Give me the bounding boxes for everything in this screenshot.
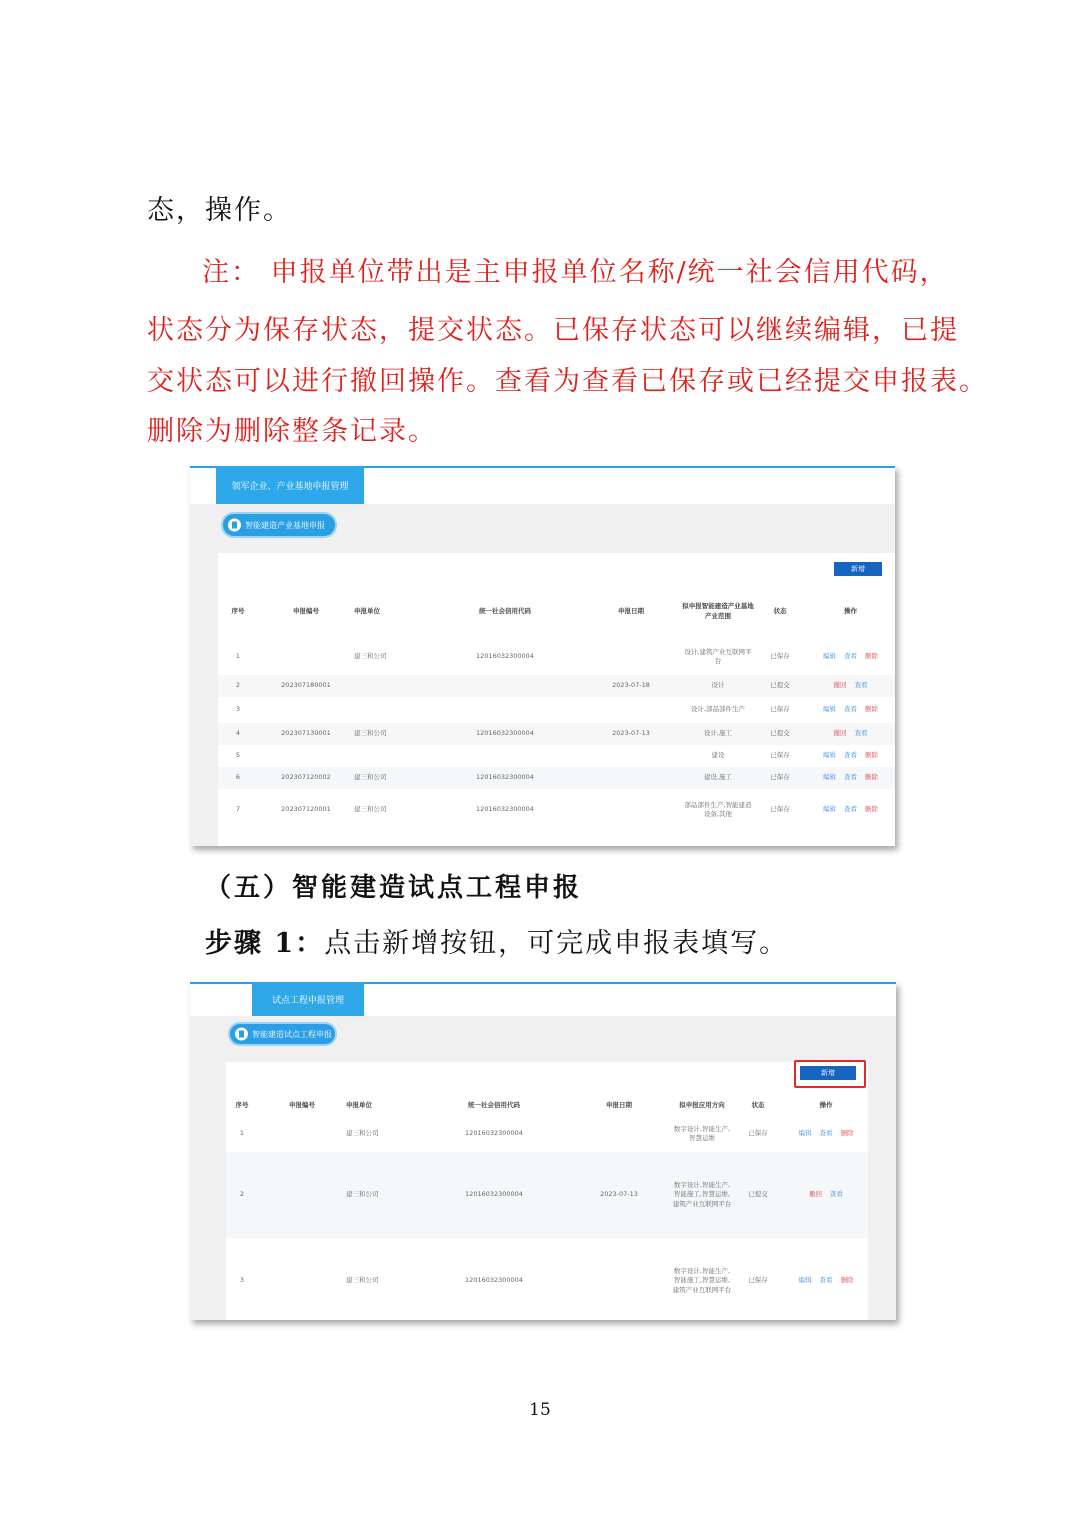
cell-scope: 建设,施工 bbox=[682, 767, 754, 789]
note-line-4: 删除为删除整条记录。 bbox=[147, 416, 437, 447]
delete-link[interactable]: 删除 bbox=[840, 1276, 854, 1285]
view-link[interactable]: 查看 bbox=[844, 705, 857, 714]
cell-status: 已保存 bbox=[770, 751, 790, 760]
view-link[interactable]: 查看 bbox=[854, 729, 868, 738]
cell-scope: 设计,建筑产业互联网平台 bbox=[684, 647, 752, 665]
withdraw-link[interactable]: 撤回 bbox=[833, 681, 847, 690]
cell-no: 2 bbox=[218, 675, 258, 697]
cell-code bbox=[258, 1116, 346, 1152]
row-actions bbox=[806, 789, 895, 831]
view-link[interactable]: 查看 bbox=[819, 1129, 833, 1138]
cell-status: 已保存 bbox=[748, 1276, 768, 1285]
cell-scope: 设计 bbox=[682, 675, 754, 697]
row-actions bbox=[806, 639, 895, 675]
pill-label: 智能建造试点工程申报 bbox=[252, 1029, 332, 1039]
cell-date bbox=[580, 697, 682, 723]
column-header: 操作 bbox=[819, 1101, 833, 1110]
cell-code: 202307130001 bbox=[258, 723, 354, 745]
delete-link[interactable]: 删除 bbox=[865, 805, 878, 814]
column-header: 序号 bbox=[231, 606, 245, 615]
view-link[interactable]: 查看 bbox=[844, 652, 857, 661]
cell-date: 2023-07-13 bbox=[580, 723, 682, 745]
column-header: 状态 bbox=[751, 1101, 765, 1110]
cell-no: 4 bbox=[218, 723, 258, 745]
edit-link[interactable]: 编辑 bbox=[823, 751, 836, 760]
document-icon bbox=[228, 519, 241, 532]
step-text: 点击新增按钮，可完成申报表填写。 bbox=[324, 928, 789, 959]
cell-status: 已提交 bbox=[732, 1152, 784, 1238]
column-header: 申报编号 bbox=[293, 606, 319, 615]
column-header: 申报单位 bbox=[346, 1101, 372, 1110]
column-header: 状态 bbox=[773, 606, 787, 615]
edit-link[interactable]: 编辑 bbox=[823, 705, 836, 714]
row-actions bbox=[784, 1238, 868, 1320]
cell-no: 2 bbox=[226, 1152, 258, 1238]
add-button[interactable]: 新增 bbox=[800, 1066, 856, 1080]
cell-code bbox=[258, 697, 354, 723]
row-actions bbox=[806, 675, 895, 697]
cell-status: 已保存 bbox=[770, 705, 790, 714]
cell-date bbox=[580, 767, 682, 789]
note-line-1: 注： 申报单位带出是主申报单位名称/统一社会信用代码， bbox=[202, 257, 949, 288]
cell-date bbox=[580, 639, 682, 675]
cell-no: 1 bbox=[235, 652, 241, 661]
cell-code bbox=[258, 745, 354, 767]
edit-link[interactable]: 编辑 bbox=[798, 1276, 812, 1285]
edit-link[interactable]: 编辑 bbox=[823, 773, 836, 782]
list-panel bbox=[218, 553, 895, 846]
cell-credit: 12016032300004 bbox=[465, 1276, 523, 1285]
step-label: 步骤 1： bbox=[205, 928, 325, 959]
cell-scope: 部品部件生产,智能建造设备,其他 bbox=[684, 800, 752, 818]
list-panel bbox=[226, 1062, 868, 1320]
note-line-2: 状态分为保存状态，提交状态。已保存状态可以继续编辑，已提 bbox=[147, 315, 959, 346]
column-header: 统一社会信用代码 bbox=[479, 606, 531, 615]
withdraw-link[interactable]: 撤回 bbox=[809, 1190, 822, 1199]
cell-scope: 设计,施工 bbox=[682, 723, 754, 745]
delete-link[interactable]: 删除 bbox=[865, 751, 878, 760]
column-header: 申报日期 bbox=[606, 1101, 632, 1110]
cell-no: 3 bbox=[235, 705, 241, 714]
cell-scope: 建设 bbox=[711, 751, 725, 760]
para-line-1: 态，操作。 bbox=[147, 195, 292, 226]
cell-credit bbox=[430, 745, 580, 767]
cell-unit: 建三和公司 bbox=[346, 1276, 379, 1285]
cell-unit: 建三和公司 bbox=[354, 767, 430, 789]
cell-credit: 12016032300004 bbox=[465, 1129, 523, 1138]
withdraw-link[interactable]: 撤回 bbox=[833, 729, 847, 738]
cell-scope: 数字设计,智能生产,智能施工,智慧运维,建筑产业互联网平台 bbox=[672, 1152, 732, 1238]
cell-date bbox=[580, 789, 682, 831]
cell-status: 已提交 bbox=[754, 675, 806, 697]
apply-table bbox=[218, 584, 895, 831]
pill-label: 智能建造产业基地申报 bbox=[245, 520, 325, 530]
cell-status: 已保存 bbox=[770, 805, 790, 814]
column-header: 操作 bbox=[844, 606, 857, 615]
cell-unit: 建三和公司 bbox=[354, 652, 387, 661]
cell-status: 已保存 bbox=[770, 652, 790, 661]
cell-code bbox=[258, 639, 354, 675]
delete-link[interactable]: 删除 bbox=[865, 652, 878, 661]
cell-code: 202307120002 bbox=[258, 767, 354, 789]
column-header: 申报编号 bbox=[289, 1101, 315, 1110]
row-actions bbox=[806, 745, 895, 767]
row-actions bbox=[806, 697, 895, 723]
cell-date: 2023-07-13 bbox=[566, 1152, 672, 1238]
cell-credit: 12016032300004 bbox=[476, 652, 534, 661]
cell-credit: 12016032300004 bbox=[430, 723, 580, 745]
cell-scope: 数字设计,智能生产,智慧运维 bbox=[673, 1124, 731, 1142]
column-header: 统一社会信用代码 bbox=[468, 1101, 520, 1110]
row-actions bbox=[806, 723, 895, 745]
cell-date: 2023-07-18 bbox=[580, 675, 682, 697]
cell-unit: 建三和公司 bbox=[354, 723, 430, 745]
cell-no: 1 bbox=[239, 1129, 245, 1138]
cell-code bbox=[258, 1238, 346, 1320]
column-header: 拟申报应用方向 bbox=[679, 1101, 725, 1110]
tab-industry-base-management[interactable]: 领军企业、产业基地申报管理 bbox=[216, 466, 364, 504]
page-number: 15 bbox=[529, 1400, 551, 1420]
column-header: 申报单位 bbox=[354, 606, 380, 615]
screenshot-industry-base bbox=[190, 466, 895, 846]
edit-link[interactable]: 编辑 bbox=[798, 1129, 812, 1138]
step-line bbox=[205, 930, 788, 957]
section-heading: （五）智能建造试点工程申报 bbox=[205, 873, 583, 903]
cell-status: 已保存 bbox=[754, 767, 806, 789]
cell-no: 7 bbox=[235, 805, 241, 814]
view-link[interactable]: 查看 bbox=[854, 681, 868, 690]
view-link[interactable]: 查看 bbox=[844, 751, 857, 760]
delete-link[interactable]: 删除 bbox=[840, 1129, 854, 1138]
cell-no: 6 bbox=[218, 767, 258, 789]
screenshot-pilot-project bbox=[190, 982, 896, 1320]
cell-no: 3 bbox=[239, 1276, 245, 1285]
delete-link[interactable]: 删除 bbox=[865, 773, 878, 782]
document-icon bbox=[235, 1028, 248, 1041]
tab-pilot-management[interactable]: 试点工程申报管理 bbox=[252, 982, 364, 1016]
row-actions bbox=[806, 767, 895, 789]
cell-scope: 设计,部品部件生产 bbox=[690, 705, 746, 714]
delete-link[interactable]: 删除 bbox=[865, 705, 878, 714]
cell-credit: 12016032300004 bbox=[476, 805, 534, 814]
edit-link[interactable]: 编辑 bbox=[823, 805, 836, 814]
cell-code: 202307180001 bbox=[258, 675, 354, 697]
edit-link[interactable]: 编辑 bbox=[823, 652, 836, 661]
cell-scope: 数字设计,智能生产,智能施工,智慧运维,建筑产业互联网平台 bbox=[672, 1266, 732, 1294]
cell-date bbox=[580, 745, 682, 767]
column-header: 序号 bbox=[235, 1101, 249, 1110]
view-link[interactable]: 查看 bbox=[819, 1276, 833, 1285]
cell-unit bbox=[354, 675, 430, 697]
cell-date bbox=[566, 1238, 672, 1320]
cell-credit bbox=[430, 697, 580, 723]
row-actions bbox=[784, 1116, 868, 1152]
cell-unit: 建三和公司 bbox=[346, 1129, 379, 1138]
cell-unit bbox=[354, 697, 430, 723]
cell-unit: 建三和公司 bbox=[354, 805, 387, 814]
column-header: 拟申报智能建造产业基地产业范围 bbox=[682, 602, 754, 620]
view-link[interactable]: 查看 bbox=[844, 773, 857, 782]
cell-credit: 12016032300004 bbox=[430, 767, 580, 789]
cell-credit: 12016032300004 bbox=[422, 1152, 566, 1238]
pill-industry-base-apply[interactable] bbox=[223, 514, 335, 536]
cell-unit: 建三和公司 bbox=[346, 1152, 422, 1238]
cell-no: 5 bbox=[235, 751, 241, 760]
note-line-3: 交状态可以进行撤回操作。查看为查看已保存或已经提交申报表。 bbox=[147, 366, 988, 397]
cell-code bbox=[258, 1152, 346, 1238]
pill-pilot-apply[interactable] bbox=[230, 1024, 335, 1044]
add-button[interactable]: 新增 bbox=[834, 562, 882, 576]
cell-date bbox=[566, 1116, 672, 1152]
view-link[interactable]: 查看 bbox=[844, 805, 857, 814]
column-header: 申报日期 bbox=[618, 606, 644, 615]
view-link[interactable]: 查看 bbox=[830, 1190, 843, 1199]
apply-table bbox=[226, 1096, 868, 1320]
cell-code: 202307120001 bbox=[281, 805, 331, 814]
cell-status: 已保存 bbox=[748, 1129, 768, 1138]
cell-unit bbox=[354, 745, 430, 767]
row-actions bbox=[784, 1152, 868, 1238]
cell-status: 已提交 bbox=[754, 723, 806, 745]
cell-credit bbox=[430, 675, 580, 697]
